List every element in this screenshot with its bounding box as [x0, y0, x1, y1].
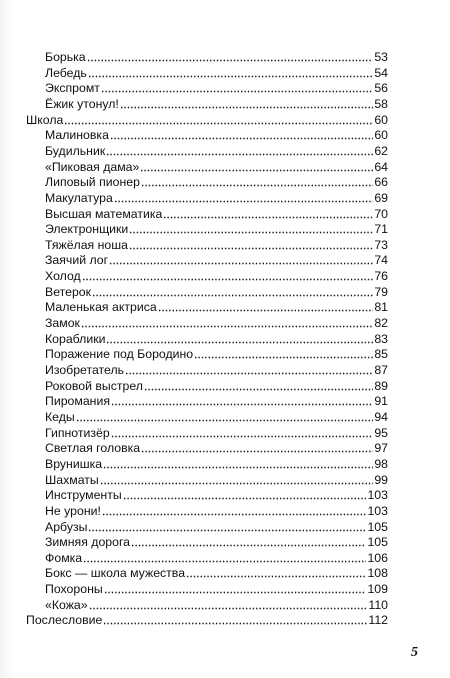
toc-entry-page: 64	[374, 159, 388, 174]
dot-leader	[103, 622, 367, 625]
toc-entry-page: 60	[374, 112, 388, 127]
dot-leader	[158, 309, 374, 312]
dot-leader	[102, 513, 367, 516]
dot-leader	[81, 325, 373, 328]
toc-entry	[45, 580, 388, 596]
toc-entry	[45, 236, 388, 252]
dot-leader	[109, 262, 373, 265]
toc-entry	[45, 596, 388, 612]
toc-entry	[45, 392, 388, 408]
toc-entry-page: 95	[374, 425, 388, 440]
dot-leader	[123, 497, 367, 500]
toc-entry-title: Кораблики	[45, 331, 106, 346]
toc-entry-title: Бокс — школа мужества	[45, 566, 186, 581]
toc-entry-title: Гипнотизёр	[45, 425, 110, 440]
toc-entry	[45, 330, 388, 346]
toc-entry	[45, 471, 388, 487]
dot-leader	[100, 482, 374, 485]
toc-entry	[45, 283, 388, 299]
dot-leader	[131, 544, 366, 547]
toc-entry-page: 97	[374, 441, 388, 456]
toc-entry	[26, 111, 388, 127]
toc-entry-page: 106	[367, 550, 388, 565]
toc-entry-title: Маленькая актриса	[45, 300, 157, 315]
toc-entry-page: 81	[374, 300, 388, 315]
dot-leader	[87, 59, 374, 62]
toc-entry-page: 105	[367, 535, 388, 550]
dot-leader	[106, 153, 373, 156]
toc-entry-title: Макулатура	[45, 190, 113, 205]
toc-entry-title: Зимняя дорога	[45, 535, 131, 550]
dot-leader	[141, 184, 373, 187]
toc-entry	[45, 424, 388, 440]
toc-entry	[45, 189, 388, 205]
dot-leader	[76, 419, 374, 422]
dot-leader	[186, 575, 366, 578]
toc-entry-page: 62	[374, 143, 388, 158]
dot-leader	[88, 75, 373, 78]
toc-entry-title: Пиромания	[45, 394, 110, 409]
toc-entry-title: Школа	[26, 112, 64, 127]
toc-entry-page: 85	[374, 347, 388, 362]
toc-entry	[45, 126, 388, 142]
toc-entry-page: 71	[374, 222, 388, 237]
toc-entry	[45, 502, 388, 518]
toc-entry	[45, 518, 388, 534]
toc-entry-title: Малиновка	[45, 128, 109, 143]
dot-leader	[104, 591, 367, 594]
dot-leader	[89, 607, 368, 610]
toc-entry-page: 109	[367, 582, 388, 597]
toc-entry-title: Заячий лог	[45, 253, 109, 268]
toc-entry-page: 103	[367, 503, 388, 518]
toc-entry-page: 60	[374, 128, 388, 143]
toc-entry	[45, 549, 388, 565]
toc-entry	[45, 486, 388, 502]
dot-leader	[125, 372, 373, 375]
toc-entry	[45, 408, 388, 424]
toc-entry-page: 94	[374, 409, 388, 424]
toc-entry-page: 99	[374, 472, 388, 487]
toc-entry-title: Высшая математика	[45, 206, 163, 221]
toc-entry-page: 91	[374, 394, 388, 409]
toc-entry-page: 82	[374, 316, 388, 331]
toc-entry	[45, 95, 388, 111]
toc-entry	[45, 251, 388, 267]
toc-entry-title: Лебедь	[45, 65, 87, 80]
toc-entry-title: Электронщики	[45, 222, 129, 237]
toc-entry-page: 108	[367, 566, 388, 581]
toc-entry-page: 103	[367, 488, 388, 503]
toc-entry	[45, 267, 388, 283]
dot-leader	[103, 466, 373, 469]
toc-entry-page: 53	[374, 50, 388, 64]
toc-entry-title: Похороны	[45, 582, 103, 597]
toc-entry	[45, 314, 388, 330]
toc-entry-title: Изобретатель	[45, 363, 125, 377]
toc-entry-title: Тяжёлая ноша	[45, 237, 128, 252]
toc-entry-title: Будильник	[45, 143, 106, 158]
toc-entry-title: Ёжик утонул!	[45, 96, 119, 111]
toc-entry-page: 76	[374, 269, 388, 284]
dot-leader	[92, 294, 373, 297]
toc-entry-title: Арбузы	[45, 519, 88, 534]
toc-entry	[45, 455, 388, 471]
toc-entry-title: Фомка	[45, 550, 83, 565]
toc-entry	[45, 48, 388, 64]
dot-leader	[140, 169, 373, 172]
toc-entry	[45, 220, 388, 236]
toc-entry-title: Липовый пионер	[45, 175, 140, 190]
dot-leader	[144, 388, 373, 391]
dot-leader	[141, 450, 373, 453]
dot-leader	[88, 529, 366, 532]
toc-entry-title: Инструменты	[45, 488, 122, 503]
toc-entry	[45, 345, 388, 361]
toc-entry-page: 89	[374, 378, 388, 393]
toc-entry-title: Кеды	[45, 409, 75, 424]
toc-entry-page: 87	[374, 363, 388, 377]
page-number: 5	[411, 645, 418, 660]
toc-entry-title: Шахматы	[45, 472, 99, 487]
toc-entry-page: 112	[368, 613, 388, 628]
toc-entry-title: Послесловие	[26, 613, 103, 628]
toc-entry-page: 83	[374, 331, 388, 346]
dot-leader	[106, 341, 373, 344]
dot-leader	[129, 231, 373, 234]
toc-entry-title: Замок	[45, 316, 80, 331]
toc-entry	[26, 611, 388, 627]
toc-entry	[45, 377, 388, 393]
toc-entry-page: 73	[374, 237, 388, 252]
dot-leader	[129, 247, 373, 250]
dot-leader	[194, 356, 373, 359]
toc-entry-title: «Пиковая дама»	[45, 159, 140, 174]
toc-entry-title: Не урони!	[45, 503, 101, 518]
toc-entry	[45, 173, 388, 189]
toc-entry-page: 105	[367, 519, 388, 534]
toc-entry-page: 69	[374, 190, 388, 205]
toc-entry-title: «Кожа»	[45, 597, 88, 612]
toc-entry-page: 54	[374, 65, 388, 80]
toc-entry-page: 74	[374, 253, 388, 268]
toc-entry-page: 58	[374, 96, 388, 111]
toc-entry	[45, 533, 388, 549]
toc-entry	[45, 564, 388, 580]
dot-leader	[163, 216, 373, 219]
toc-entry-title: Поражение под Бородино	[45, 347, 194, 362]
toc-entry-title: Роковой выстрел	[45, 378, 143, 393]
toc-entry	[45, 361, 388, 377]
dot-leader	[114, 200, 373, 203]
toc-entry	[45, 79, 388, 95]
toc-entry-title: Врунишка	[45, 456, 103, 471]
toc-entry	[45, 205, 388, 221]
toc-entry-title: Холод	[45, 269, 81, 284]
dot-leader	[101, 90, 373, 93]
toc-entry	[45, 298, 388, 314]
toc-entry-page: 110	[368, 597, 388, 612]
toc-entry	[45, 64, 388, 80]
toc-entry	[45, 158, 388, 174]
toc-entry-page: 79	[374, 284, 388, 299]
toc-entry	[45, 142, 388, 158]
toc-entry-title: Экспромт	[45, 81, 100, 96]
toc-entry-page: 66	[374, 175, 388, 190]
dot-leader	[64, 122, 373, 125]
toc-entry-title: Борька	[45, 50, 86, 64]
toc-entry-page: 98	[374, 456, 388, 471]
dot-leader	[110, 137, 373, 140]
toc-entry	[45, 439, 388, 455]
toc-entry-title: Ветерок	[45, 284, 92, 299]
toc-entry-page: 56	[374, 81, 388, 96]
dot-leader	[82, 278, 374, 281]
dot-leader	[111, 403, 373, 406]
dot-leader	[83, 560, 366, 563]
toc-entry-title: Светлая головка	[45, 441, 141, 456]
toc-entry-page: 70	[374, 206, 388, 221]
dot-leader	[120, 106, 373, 109]
dot-leader	[111, 435, 374, 438]
